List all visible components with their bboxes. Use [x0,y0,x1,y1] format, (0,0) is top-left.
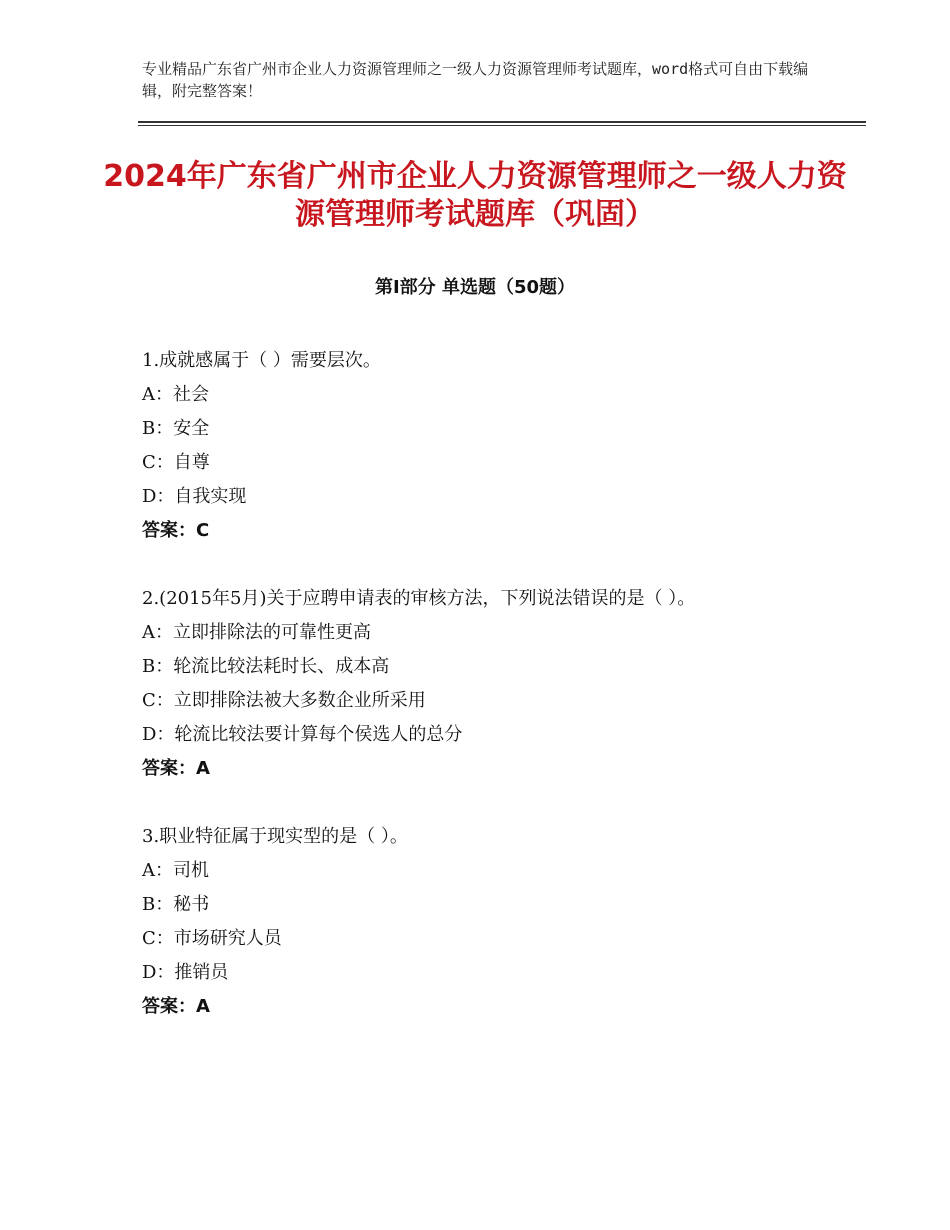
option-b: B：轮流比较法耗时长、成本高 [142,656,390,677]
option-d: D：推销员 [142,962,229,983]
option-d: D：轮流比较法要计算每个侯选人的总分 [142,724,463,745]
option-c: C：自尊 [142,452,210,473]
header-note: 专业精品广东省广州市企业人力资源管理师之一级人力资源管理师考试题库，word格式可自由下载编辑，附完整答案！ [142,60,809,100]
header-rule-thick [138,121,866,123]
header-rule-thin [138,125,866,126]
option-d: D：自我实现 [142,486,247,507]
option-c: C：市场研究人员 [142,928,282,949]
option-b: B：秘书 [142,894,210,915]
option-a: A：社会 [142,384,209,405]
question-stem: 3.职业特征属于现实型的是（ ）。 [142,826,408,847]
section-heading: 第Ⅰ部分 单选题（50题） [374,277,575,298]
option-a: A：立即排除法的可靠性更高 [142,622,371,643]
document-title: 2024年广东省广州市企业人力资源管理师之一级人力资源管理师考试题库（巩固） [103,159,847,232]
question-list [142,344,782,1058]
question-stem: 2.(2015年5月)关于应聘申请表的审核方法，下列说法错误的是（ ）。 [142,588,696,609]
question-3 [142,820,782,1024]
option-c: C：立即排除法被大多数企业所采用 [142,690,426,711]
question-2 [142,582,782,786]
answer: 答案：A [142,996,210,1017]
question-stem: 1.成就感属于（ ）需要层次。 [142,350,381,371]
option-a: A：司机 [142,860,209,881]
option-b: B：安全 [142,418,210,439]
answer: 答案：A [142,758,210,779]
answer: 答案：C [142,520,210,541]
question-1 [142,344,782,548]
